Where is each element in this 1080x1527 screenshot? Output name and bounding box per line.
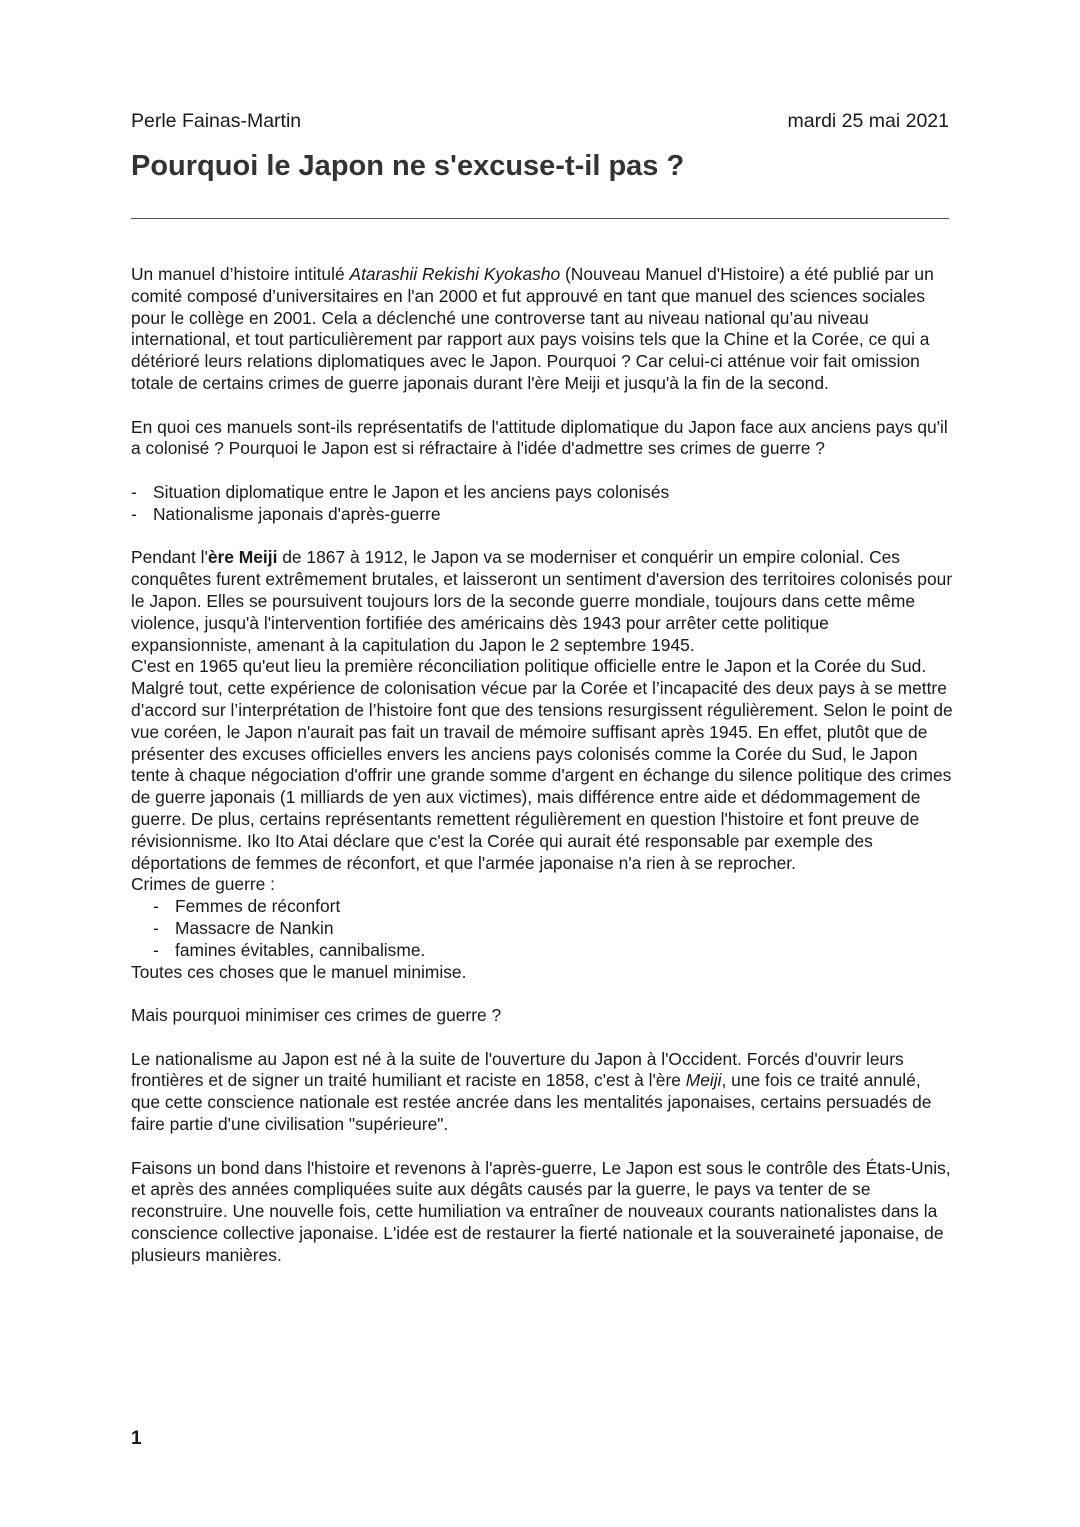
- spacer: [131, 526, 953, 548]
- dash-marker: -: [131, 503, 137, 524]
- paragraph-korea: C'est en 1965 qu'eut lieu la première réconciliation politique officielle entre le Japon et la Corée du Sud. Malgré tout, cette expérience de colonisation vécue par la Corée et l’incapacité des deux pays à se mettre d’accord sur l’interprétation de l’histoire font que des tensions resurgissent régulièrement. Selon le point de vue coréen, le Japon n'aurait pas fait un travail de mémoire suffisant après 1945. En effet, plutôt que de présenter des excuses officielles envers les anciens pays colonisés comme la Corée du Sud, le Japon tente à chaque négociation d'offrir une grande somme d'argent en échange du silence politique des crimes de guerre japonais (1 milliards de yen aux victimes), mais différence entre aide et dédommagement de guerre. De plus, certains représentants remettent régulièrement en question l'histoire et font preuve de révisionnisme. Iko Ito Atai déclare que c'est la Corée qui aurait été responsable par exemple des déportations de femmes de réconfort, et que l'armée japonaise n'a rien à se reprocher.: [131, 656, 953, 873]
- spacer: [131, 1027, 953, 1049]
- paragraph-postwar: Faisons un bond dans l'histoire et revenons à l'après-guerre, Le Japon est sous le contrôle des États-Unis, et après des années compliquées suite aux dégâts causés par la guerre, le pays va tenter de se reconstruire. Une nouvelle fois, cette humiliation va entraîner de nouveaux courants nationalistes dans la conscience collective japonaise. L'idée est de restaurer la fierté nationale et la souveraineté japonaise, de plusieurs manières.: [131, 1157, 951, 1265]
- document-title: Pourquoi le Japon ne s'excuse-t-il pas ?: [131, 150, 685, 182]
- paragraph-question: En quoi ces manuels sont-ils représentatifs de l'attitude diplomatique du Japon face aux anciens pays qu'il a colonisé ? Pourquoi le Japon est si réfractaire à l'idée d'admettre ses crimes de guerre ?: [131, 416, 948, 459]
- spacer: [131, 395, 953, 417]
- document-date: mardi 25 mai 2021: [787, 110, 949, 132]
- dash-marker: -: [131, 481, 137, 502]
- title-divider: [131, 218, 949, 219]
- paragraph-meiji-text-a: Pendant l': [131, 547, 208, 568]
- paragraph-nationalism-text-a: Le nationalisme au Japon est né à la suite de l'ouverture du Japon à l'Occident. Forcés d'ouvrir leurs frontières et de signer un traité humiliant et raciste en 1858, c'est à l'ère: [131, 1048, 904, 1091]
- list-item-text: famines évitables, cannibalisme.: [175, 939, 426, 960]
- author-name: Perle Fainas-Martin: [131, 110, 302, 132]
- crimes-list: [131, 896, 953, 961]
- crimes-label: Crimes de guerre :: [131, 874, 276, 895]
- list-item: [131, 896, 953, 918]
- book-title: Atarashii Rekishi Kyokasho: [349, 264, 561, 284]
- paragraph-why: Mais pourquoi minimiser ces crimes de guerre ?: [131, 1005, 502, 1026]
- paragraph-minimise: Toutes ces choses que le manuel minimise.: [131, 961, 467, 982]
- dash-marker: -: [153, 939, 159, 960]
- page-header: [131, 110, 949, 136]
- list-item-text: Nationalisme japonais d'après-guerre: [153, 503, 441, 524]
- spacer: [131, 460, 953, 482]
- list-item-text: Massacre de Nankin: [175, 917, 334, 938]
- paragraph-intro: [131, 264, 953, 395]
- paragraph-meiji: [131, 547, 953, 656]
- paragraph-nationalism-text-b: , une fois ce traité annulé, que cette conscience nationale est restée ancrée dans les mentalités japonaises, certains persuadés de faire partie d'une civilisation "supérieure".: [131, 1070, 932, 1135]
- paragraph-intro-text-a: Un manuel d’histoire intitulé: [131, 264, 350, 284]
- spacer: [131, 1136, 953, 1158]
- dash-marker: -: [153, 896, 159, 917]
- paragraph-nationalism: [131, 1049, 953, 1136]
- list-item: [131, 504, 953, 526]
- list-item: [131, 940, 953, 962]
- paragraph-intro-text-b: (Nouveau Manuel d'Histoire) a été publié par un comité composé d’universitaires en l'an 2000 et fut approuvé en tant que manuel des sciences sociales pour le collège en 2001. Cela a déclenché une controverse tant au niveau national qu’au niveau international, et tout particulièrement par rapport aux pays voisins tels que la Chine et la Corée, ce qui a détérioré leurs relations diplomatiques avec le Japon. Pourquoi ? Car celui-ci atténue voir fait omission totale de certains crimes de guerre japonais durant l'ère Meiji et jusqu'à la fin de la second.: [131, 264, 934, 393]
- era-term: ère Meiji: [207, 547, 278, 568]
- list-item: [131, 482, 953, 504]
- spacer: [131, 983, 953, 1005]
- list-item-text: Femmes de réconfort: [175, 896, 341, 917]
- document-body: [131, 264, 953, 1267]
- paragraph-meiji-text-b: de 1867 à 1912, le Japon va se moderniser et conquérir un empire colonial. Ces conquêtes furent extrêmement brutales, et laisseront un sentiment d'aversion des territoires colonisés pour le Japon. Elles se poursuivent toujours lors de la seconde guerre mondiale, toujours dans cette même violence, jusqu'à l'intervention fortifiée des américains dès 1943 pour arrêter cette politique expansionniste, amenant à la capitulation du Japon le 2 septembre 1945.: [131, 547, 953, 655]
- page-number: 1: [131, 1428, 142, 1449]
- list-item-text: Situation diplomatique entre le Japon et les anciens pays colonisés: [153, 481, 670, 502]
- plan-list: [131, 482, 953, 526]
- list-item: [131, 918, 953, 940]
- dash-marker: -: [153, 917, 159, 938]
- era-term-italic: Meiji: [685, 1070, 722, 1091]
